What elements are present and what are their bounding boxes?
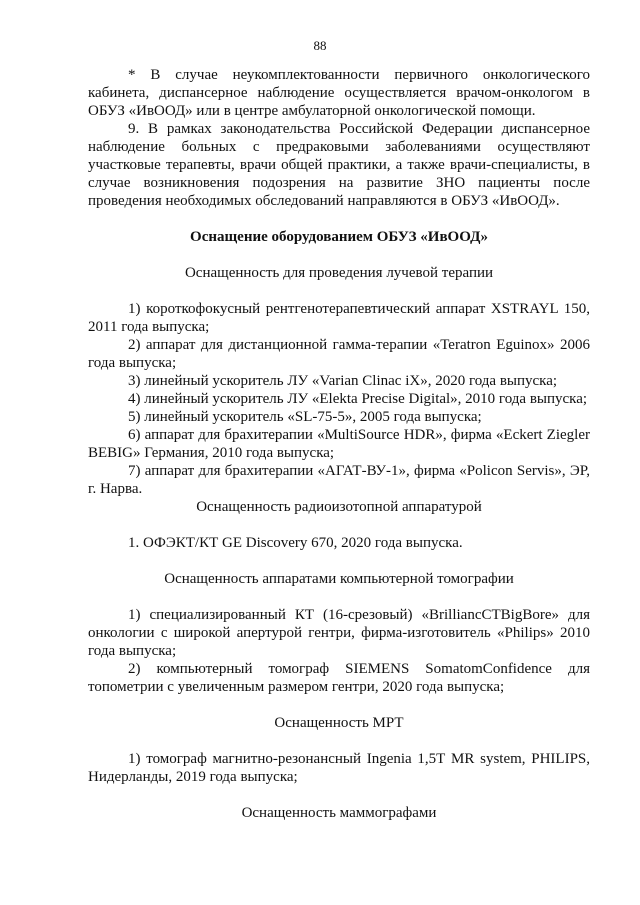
list-item: 1) короткофокусный рентгенотерапевтический аппарат XSTRAYL 150, 2011 года выпуска; [88,301,590,335]
document-body [88,66,590,822]
list-item: 5) линейный ускоритель «SL-75-5», 2005 года выпуска; [128,409,482,425]
section-heading-radioisotope: Оснащенность радиоизотопной аппаратурой [196,499,482,515]
list-item: 7) аппарат для брахитерапии «АГАТ-ВУ-1», фирма «Policon Servis», ЭР, г. Нарва. [88,463,590,497]
list-item: 3) линейный ускоритель ЛУ «Varian Clinac iX», 2020 года выпуска; [128,373,558,389]
section-heading-mri: Оснащенность МРТ [274,715,404,731]
section-heading-radiation: Оснащенность для проведения лучевой терапии [184,265,494,281]
paragraph-9: 9. В рамках законодательства Российской Федерации диспансерное наблюдение больных с предраковыми заболеваниями осуществляют участковые терапевты, врачи общей практики, а также врачи-специалисты, в случае возникновения подозрения на развитие ЗНО пациенты после проведения необходимых обследований направляются в ОБУЗ «ИвООД». [88,121,590,209]
list-item: 2) компьютерный томограф SIEMENS SomatomConfidence для топометрии с увеличенным размером гентри, 2020 года выпуска; [88,661,590,695]
list-item: 6) аппарат для брахитерапии «MultiSource HDR», фирма «Eckert Ziegler BEBIG» Германия, 2010 года выпуска; [88,427,590,461]
section-heading-ct: Оснащенность аппаратами компьютерной томографии [164,571,514,587]
list-item: 1) специализированный КТ (16-срезовый) «BrillianсCTBigBore» для онкологии с широкой апертурой гентри, фирма-изготовитель «Philips» 2010 года выпуска; [88,607,590,659]
section-heading-mammo: Оснащенность маммографами [241,805,437,821]
main-heading: Оснащение оборудованием ОБУЗ «ИвООД» [190,229,488,245]
list-item: 2) аппарат для дистанционной гамма-терапии «Teratron Eguinox» 2006 года выпуска; [88,337,590,371]
list-item: 1) томограф магнитно-резонансный Ingenia 1,5Т MR system, PHILIPS, Нидерланды, 2019 года выпуска; [88,751,590,785]
list-item: 1. ОФЭКТ/КТ GE Discovery 670, 2020 года выпуска. [128,535,463,551]
paragraph-note: * В случае неукомплектованности первичного онкологического кабинета, диспансерное наблюдение осуществляется врачом-онкологом в ОБУЗ «ИвООД» или в центре амбулаторной онкологической помощи. [88,67,590,119]
list-item: 4) линейный ускоритель ЛУ «Elekta Precise Digital», 2010 года выпуска; [128,391,588,407]
page-number: 88 [313,38,327,53]
